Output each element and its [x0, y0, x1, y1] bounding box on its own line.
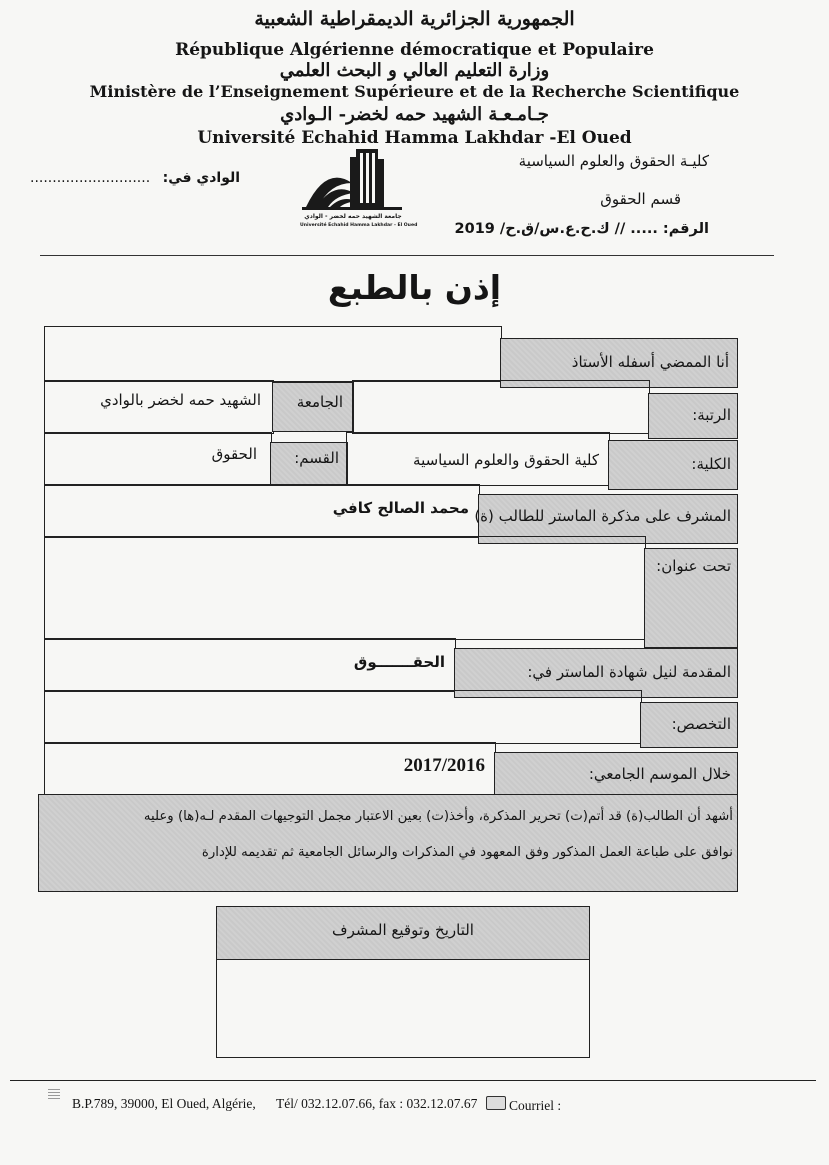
- department-header: قسم الحقوق: [600, 190, 681, 208]
- place-date-label: الوادي في:: [162, 170, 241, 186]
- university-value: الشهيد حمه لخضر بالوادي: [100, 391, 261, 409]
- department-label-cell: [270, 442, 348, 486]
- signature-label-cell: [217, 907, 589, 960]
- department-label: القسم:: [294, 449, 339, 467]
- rank-label: الرتبة:: [692, 406, 731, 424]
- faculty-value: كلية الحقوق والعلوم السياسية: [413, 451, 599, 469]
- season-value: 2017/2016: [403, 755, 485, 776]
- student-value-cell: [44, 484, 480, 538]
- fax-icon: [486, 1096, 506, 1110]
- logo-caption-ar: جامعة الشهيد حمه لخضر - الوادي: [304, 213, 402, 220]
- signature-label: التاريخ وتوقيع المشرف: [332, 921, 474, 939]
- university-label-cell: [272, 382, 354, 432]
- supervisor-label: المشرف على مذكرة الماستر للطالب (ة): [474, 507, 731, 525]
- place-date: [30, 170, 240, 186]
- footer-divider: [10, 1080, 816, 1081]
- footer-address: B.P.789, 39000, El Oued, Algérie,: [72, 1096, 256, 1111]
- department-value-cell: [44, 432, 272, 486]
- university-logo-icon: [300, 143, 406, 221]
- specialty-label: التخصص:: [671, 715, 731, 733]
- reference-number: الرقم: ..... // ك.ح.ع.س/ق.ح/ 2019: [454, 221, 709, 237]
- signature-box: [216, 906, 590, 1058]
- signatory-label: أنا الممضي أسفله الأستاذ: [571, 353, 729, 371]
- signatory-value-cell: [44, 326, 502, 382]
- attestation-line-2: نوافق على طباعة العمل المذكور وفق المعهود في المذكرات والرسائل الجامعية ثم تقديمه للإدارة: [201, 845, 733, 860]
- specialty-value-cell: [44, 690, 642, 744]
- signature-area[interactable]: [217, 961, 589, 1057]
- header-divider: [40, 255, 774, 256]
- faculty-value-cell: [346, 432, 610, 486]
- university-value-cell: [44, 380, 274, 434]
- degree-value-cell: [44, 638, 456, 692]
- thesis-title-label: تحت عنوان:: [656, 557, 731, 575]
- attestation-line-1: أشهد أن الطالب(ة) قد أتم(ت) تحرير المذكرة، وأخذ(ت) بعين الاعتبار مجمل التوجيهات المقدم لـه(ها) وعليه: [143, 809, 733, 824]
- attestation-cell: [38, 794, 738, 892]
- degree-label: المقدمة لنيل شهادة الماستر في:: [527, 663, 731, 681]
- footer-email-label: Courriel :: [509, 1098, 562, 1113]
- fr-university-line: Université Echahid Hamma Lakhdar -El Oued: [197, 128, 632, 148]
- faculty-label: الكلية:: [691, 455, 731, 473]
- place-date-dots: ...........................: [30, 170, 151, 186]
- faculty-header: كليـة الحقوق والعلوم السياسية: [518, 152, 709, 170]
- ar-university-line: جـامـعـة الشهيد حمه لخضر- الـوادي: [280, 104, 549, 125]
- fr-ministry-line: Ministère de l’Enseignement Supérieure et de la Recherche Scientifique: [89, 82, 740, 101]
- footer-tel-fax: Tél/ 032.12.07.66, fax : 032.12.07.67: [276, 1096, 478, 1111]
- logo-caption-fr: Université Echahid Hamma Lakhdar - El Oued: [300, 223, 418, 228]
- thesis-title-value-cell: [44, 536, 646, 640]
- student-value: محمد الصالح كافي: [332, 499, 469, 517]
- university-logo: [300, 143, 418, 238]
- department-value: الحقوق: [211, 445, 257, 463]
- thesis-title-label-cell: [644, 548, 738, 648]
- degree-value: الحقـــــــوق: [353, 653, 445, 671]
- mail-icon: [48, 1089, 60, 1099]
- season-label: خلال الموسم الجامعي:: [588, 765, 731, 783]
- season-value-cell: [44, 742, 496, 796]
- page-title: إذن بالطبع: [327, 268, 502, 307]
- rank-label-cell: [648, 393, 738, 439]
- faculty-label-cell: [608, 440, 738, 490]
- specialty-label-cell: [640, 702, 738, 748]
- ar-republic-line: الجمهورية الجزائرية الديمقراطية الشعبية: [254, 8, 575, 30]
- rank-value-cell: [352, 380, 650, 434]
- ar-ministry-line: وزارة التعليم العالي و البحث العلمي: [279, 60, 550, 81]
- fr-republic-line: République Algérienne démocratique et Populaire: [175, 40, 654, 60]
- university-label: الجامعة: [296, 393, 343, 411]
